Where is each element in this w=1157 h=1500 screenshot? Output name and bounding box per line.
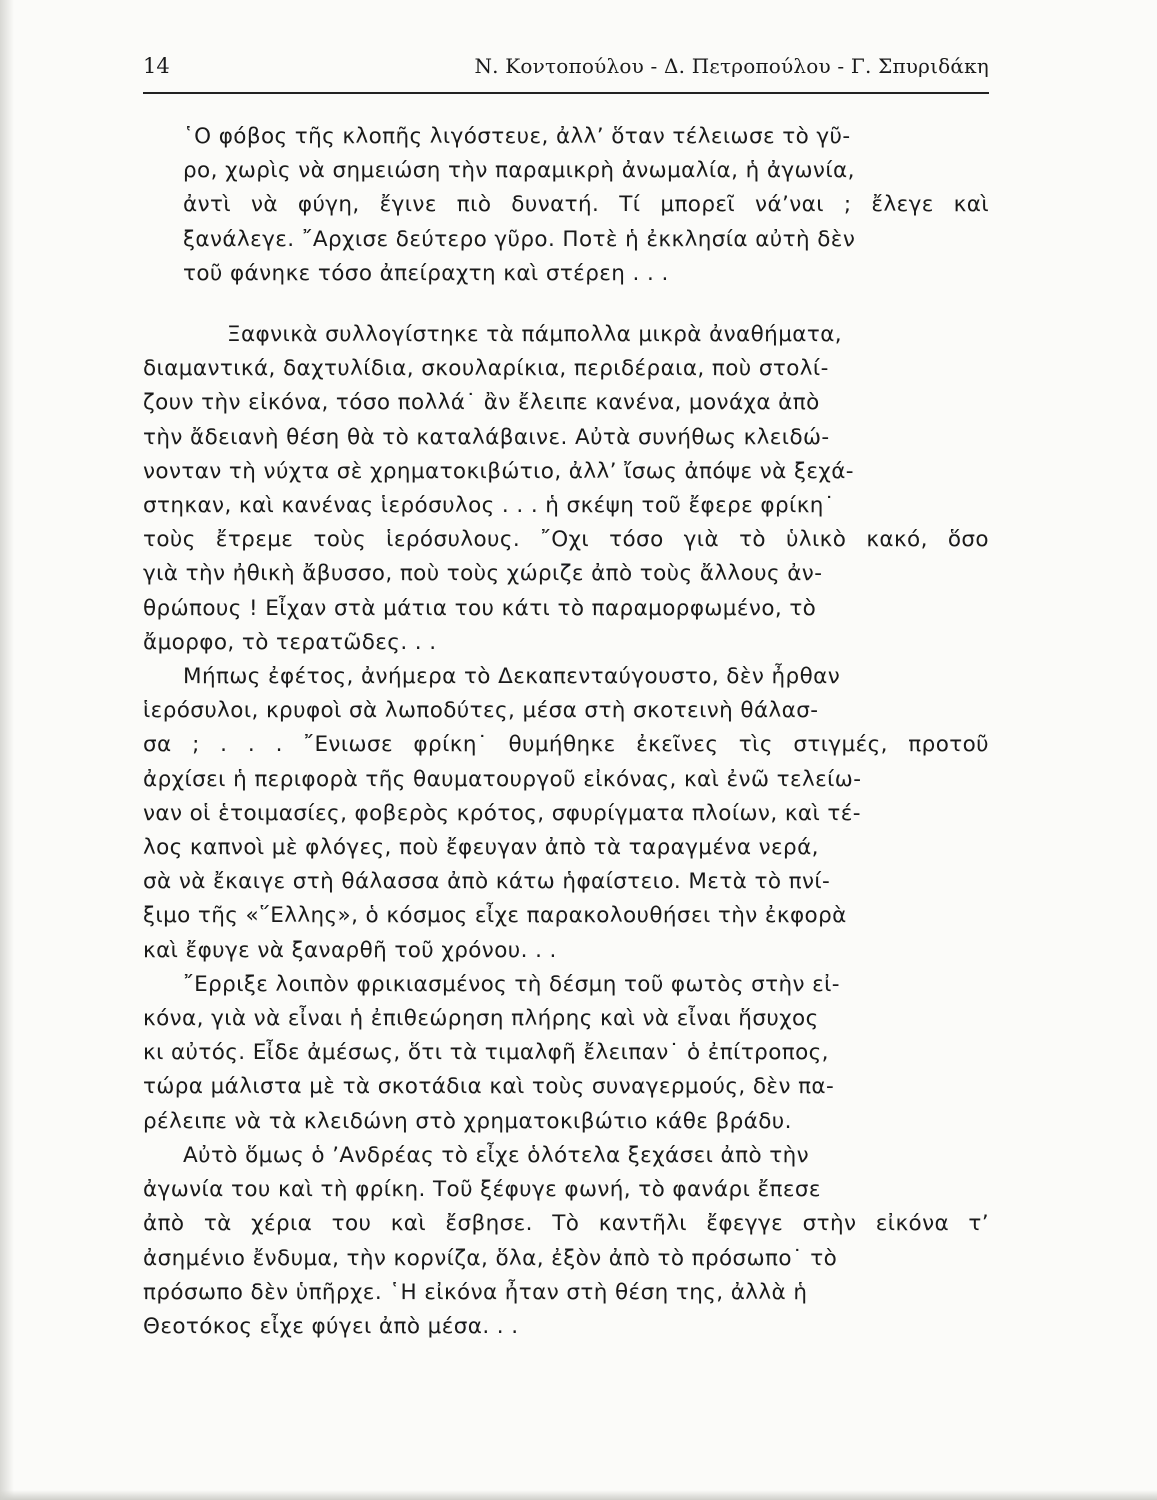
page-bottom-edge [0,1490,1157,1500]
text-line: ἀγωνία του καὶ τὴ φρίκη. Τοῦ ξέφυγε φωνή, τὸ φανάρι ἔπεσε [143,1177,821,1203]
text-line: διαμαντικά, δαχτυλίδια, σκουλαρίκια, περιδέραια, ποὺ στολί- [143,356,829,382]
text-line: σὰ νὰ ἔκαιγε στὴ θάλασσα ἀπὸ κάτω ἡφαίστειο. Μετὰ τὸ πνί- [143,869,831,895]
text-line: ῾Ο φόβος τῆς κλοπῆς λιγόστευε, ἀλλ’ ὅταν τέλειωσε τὸ γῦ- [183,124,851,149]
text-line: ἀντὶ νὰ φύγη, ἔγινε πιὸ δυνατή. Τί μπορεῖ νά’ναι ; ἔλεγε καὶ [183,192,989,218]
text-line: λος καπνοὶ μὲ φλόγες, ποὺ ἔφευγαν ἀπὸ τὰ ταραγμένα νερά, [143,835,819,861]
page-edge-shadow [0,0,14,1500]
text-line: ἀρχίσει ἡ περιφορὰ τῆς θαυματουργοῦ εἰκόνας, καὶ ἐνῶ τελείω- [143,766,862,792]
text-line: στηκαν, καὶ κανένας ἱερόσυλος . . . ἡ σκέψη τοῦ ἔφερε φρίκη˙ [143,493,835,519]
text-line: πρόσωπο δὲν ὑπῆρχε. ῾Η εἰκόνα ἦταν στὴ θέση της, ἀλλὰ ἡ [143,1279,808,1305]
text-line: Ξαφνικὰ συλλογίστηκε τὰ πάμπολλα μικρὰ ἀναθήματα, [227,322,843,348]
running-head-authors: Ν. Κοντοπούλου - Δ. Πετροπούλου - Γ. Σπυριδάκη [474,54,989,78]
text-line: ναν οἱ ἑτοιμασίες, φοβερὸς κρότος, σφυρίγματα πλοίων, καὶ τέ- [143,800,861,826]
text-line: Μήπως ἐφέτος, ἀνήμερα τὸ Δεκαπενταύγουστο, δὲν ἦρθαν [183,664,841,690]
body-text [143,120,989,1344]
text-line: τώρα μάλιστα μὲ τὰ σκοτάδια καὶ τοὺς συναγερμούς, δὲν πα- [143,1074,835,1100]
text-line: Θεοτόκος εἶχε φύγει ἀπὸ μέσα. . . [143,1313,519,1339]
paragraph-2 [143,318,989,660]
text-line: ἀσημένιο ἔνδυμα, τὴν κορνίζα, ὅλα, ἐξὸν ἀπὸ τὸ πρόσωπο˙ τὸ [143,1245,838,1271]
text-line: ρο, χωρὶς νὰ σημειώση τὴν παραμικρὴ ἀνωμαλία, ἡ ἀγωνία, [183,158,855,184]
text-line: ζουν τὴν εἰκόνα, τόσο πολλά˙ ἂν ἔλειπε κανένα, μονάχα ἀπὸ [143,390,820,416]
text-line: τὴν ἄδειανὴ θέση θὰ τὸ καταλάβαινε. Αὐτὰ συνήθως κλειδώ- [143,424,830,450]
text-line: σα ; . . . ῎Ενιωσε φρίκη˙ θυμήθηκε ἐκεῖνες τὶς στιγμές, προτοῦ [143,732,989,758]
text-line: τοὺς ἔτρεμε τοὺς ἱερόσυλους. ῎Οχι τόσο γιὰ τὸ ὑλικὸ κακό, ὅσο [143,527,989,553]
paragraph-1 [143,120,989,291]
text-line: ξανάλεγε. ῎Αρχισε δεύτερο γῦρο. Ποτὲ ἡ ἐκκλησία αὐτὴ δὲν [183,226,856,252]
text-line: Αὐτὸ ὅμως ὁ ’Ανδρέας τὸ εἶχε ὁλότελα ξεχάσει ἀπὸ τὴν [183,1142,810,1168]
text-line: κόνα, γιὰ νὰ εἶναι ἡ ἐπιθεώρηση πλήρης καὶ νὰ εἶναι ἥσυχος [143,1006,819,1032]
text-line: νονταν τὴ νύχτα σὲ χρηματοκιβώτιο, ἀλλ’ ἴσως ἀπόψε νὰ ξεχά- [143,458,854,484]
section-gap [143,291,989,318]
text-line: τοῦ φάνηκε τόσο ἀπείραχτη καὶ στέρεη . . . [183,260,669,286]
paragraph-4 [143,968,989,1139]
text-line: γιὰ τὴν ἠθικὴ ἄβυσσο, ποὺ τοὺς χώριζε ἀπὸ τοὺς ἄλλους ἀν- [143,561,823,587]
text-line: ἄμορφο, τὸ τερατῶδες. . . [143,629,437,655]
header-rule [143,92,989,94]
page-number: 14 [143,54,170,78]
text-line: ἱερόσυλοι, κρυφοὶ σὰ λωποδύτες, μέσα στὴ σκοτεινὴ θάλασ- [143,698,819,724]
text-line: θρώπους ! Εἶχαν στὰ μάτια του κάτι τὸ παραμορφωμένο, τὸ [143,595,817,621]
text-line: ρέλειπε νὰ τὰ κλειδώνη στὸ χρηματοκιβώτιο κάθε βράδυ. [143,1108,792,1134]
paragraph-5 [143,1139,989,1344]
page-header [143,54,989,90]
text-line: ῎Ερριξε λοιπὸν φρικιασμένος τὴ δέσμη τοῦ φωτὸς στὴν εἰ- [183,971,840,997]
text-line: ξιμο τῆς «῞Ελλης», ὁ κόσμος εἶχε παρακολουθήσει τὴν ἐκφορὰ [143,903,847,929]
text-line: κι αὐτός. Εἶδε ἀμέσως, ὅτι τὰ τιμαλφῆ ἔλειπαν˙ ὁ ἐπίτροπος, [143,1040,829,1066]
text-line: ἀπὸ τὰ χέρια του καὶ ἔσβησε. Τὸ καντῆλι ἔφεγγε στὴν εἰκόνα τ’ [143,1211,989,1237]
text-line: καὶ ἔφυγε νὰ ξαναρθῆ τοῦ χρόνου. . . [143,937,557,963]
paragraph-3 [143,660,989,968]
